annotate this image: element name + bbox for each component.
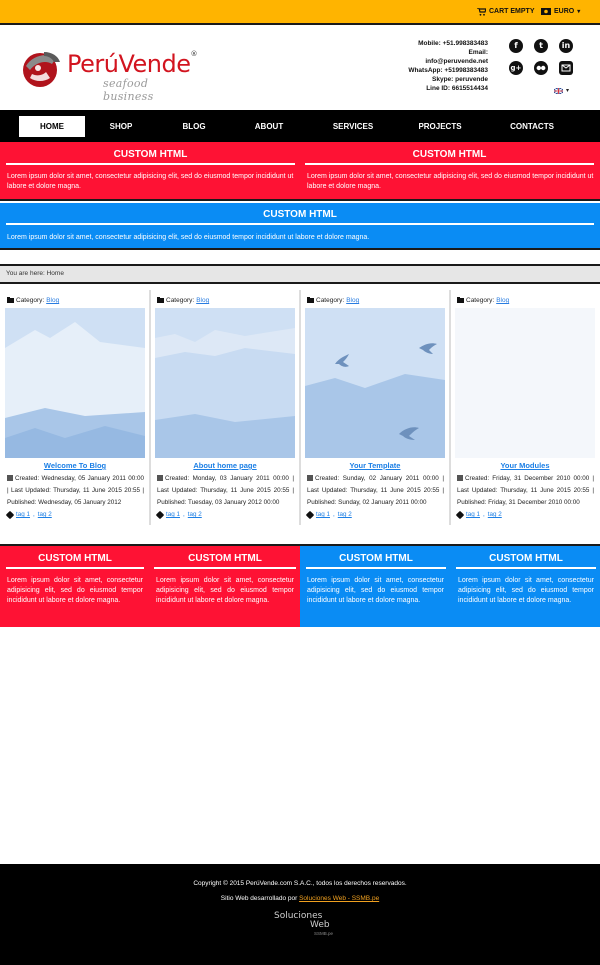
blog-post-card [450,290,600,525]
tag-link[interactable]: tag 1 [466,511,481,518]
post-category: Category: Blog [307,297,359,304]
module-divider [154,567,296,569]
module-title: CUSTOM HTML [38,553,112,564]
module-title: CUSTOM HTML [263,209,337,220]
tag-icon [156,510,164,518]
post-meta: Created: Monday, 03 January 2011 00:00 | Last Updated: Thursday, 11 June 2015 20:55 | Published: Tuesday, 03 January 2012 00:00 [157,475,294,506]
post-tags: tag 1 , tag 2 [7,511,52,518]
tag-icon [456,510,464,518]
tumblr-icon[interactable]: t [534,39,548,53]
nav-about[interactable]: ABOUT [254,122,284,131]
breadcrumb-text: You are here: Home [6,270,64,277]
linkedin-icon[interactable]: in [559,39,573,53]
contact-whatsapp: WhatsApp: +51998383483 [408,67,488,74]
uk-flag-icon [554,88,563,94]
contact-email-label: Email: [468,49,488,56]
tag-icon [6,510,14,518]
flickr-icon[interactable] [534,61,548,75]
calendar-icon [157,475,163,481]
category-link[interactable]: Blog [496,297,510,304]
site-logo[interactable] [18,44,198,103]
post-meta: Created: Friday, 31 December 2010 00:00 | Last Updated: Thursday, 11 June 2015 20:55 | Published: Friday, 31 December 2010 00:00 [457,475,594,506]
post-title-link[interactable]: Your Modules [500,461,550,470]
contact-mobile: Mobile: +51.998383483 [418,40,488,47]
currency-dropdown[interactable] [541,8,580,15]
currency-icon [541,8,551,15]
post-category: Category: Blog [7,297,59,304]
folder-icon [7,298,14,303]
footer-logo-line1: Soluciones [274,911,323,921]
module-text: Lorem ipsum dolor sit amet, consectetur adipisicing elit, sed do eiusmod tempor incididunt ut labore et dolore magna. [7,577,143,604]
nav-contacts[interactable]: CONTACTS [510,122,554,131]
tag-link[interactable]: tag 2 [187,511,202,518]
copyright-text: Copyright © 2015 PerúVende.com S.A.C., todos los derechos reservados. [193,880,407,887]
folder-icon [457,298,464,303]
contact-info [408,39,488,93]
currency-label: EURO [554,8,575,15]
tag-link[interactable]: tag 1 [166,511,181,518]
custom-html-module [300,546,450,627]
post-image[interactable] [5,308,145,458]
site-footer [0,864,600,965]
module-text: Lorem ipsum dolor sit amet, consectetur adipisicing elit, sed do eiusmod tempor incididunt ut labore et dolore magna. [307,173,594,190]
module-divider [6,163,295,165]
module-text: Lorem ipsum dolor sit amet, consectetur adipisicing elit, sed do eiusmod tempor incididunt ut labore et dolore magna. [458,577,594,604]
main-nav [0,110,600,142]
module-divider [305,163,594,165]
calendar-icon [7,475,13,481]
module-title: CUSTOM HTML [489,553,563,564]
nav-shop[interactable]: SHOP [109,122,133,131]
tag-link[interactable]: tag 1 [316,511,331,518]
breadcrumb [0,264,600,284]
custom-html-module [150,546,300,627]
post-tags: tag 1 , tag 2 [157,511,202,518]
google-plus-icon[interactable]: g+ [509,61,523,75]
folder-icon [157,298,164,303]
credit-link[interactable]: Soluciones Web - SSMB.pe [299,895,380,902]
blog-grid [0,290,600,530]
post-title-link[interactable]: About home page [193,461,257,470]
custom-html-wide [0,203,600,250]
tag-link[interactable]: tag 2 [37,511,52,518]
module-divider [6,223,594,225]
nav-home[interactable]: HOME [19,116,85,137]
post-image[interactable] [455,308,595,458]
credit-line: Sitio Web desarrollado por Soluciones Web - SSMB.pe [220,895,380,902]
module-text: Lorem ipsum dolor sit amet, consectetur adipisicing elit, sed do eiusmod tempor incididunt ut labore et dolore magna. [307,577,444,604]
tag-link[interactable]: tag 1 [16,511,31,518]
top-bar [0,0,600,25]
custom-html-module [450,546,600,627]
module-text: Lorem ipsum dolor sit amet, consectetur adipisicing elit, sed do eiusmod tempor incididunt ut labore et dolore magna. [7,234,370,241]
post-image[interactable] [305,308,445,458]
post-meta: Created: Sunday, 02 January 2011 00:00 | Last Updated: Thursday, 11 June 2015 20:55 | Published: Sunday, 02 January 2011 00:00 [307,475,444,506]
nav-services[interactable]: SERVICES [332,122,374,131]
facebook-icon[interactable]: f [509,39,523,53]
blog-post-card [0,290,150,525]
module-divider [456,567,596,569]
logo-globe-icon [18,44,66,92]
post-image[interactable] [155,308,295,458]
tag-icon [306,510,314,518]
blog-post-card [300,290,450,525]
cart-label: CART EMPTY [489,8,535,15]
chevron-down-icon: ▾ [577,9,581,15]
site-header [0,27,600,110]
post-tags: tag 1 , tag 2 [457,511,502,518]
custom-html-row-top [0,142,600,199]
calendar-icon [307,475,313,481]
category-link[interactable]: Blog [46,297,60,304]
module-divider [6,567,144,569]
folder-icon [307,298,314,303]
cart-icon [477,8,486,15]
module-divider [306,567,446,569]
logo-tagline: seafood business [103,77,154,103]
tag-link[interactable]: tag 2 [487,511,502,518]
contact-skype: Skype: peruvende [432,76,488,83]
language-selector[interactable] [554,87,569,94]
module-title: CUSTOM HTML [113,149,188,160]
blog-post-card [150,290,300,525]
email-icon[interactable] [559,61,573,75]
post-title-link[interactable]: Your Template [349,461,401,470]
category-link[interactable]: Blog [196,297,210,304]
module-title: CUSTOM HTML [188,553,262,564]
custom-html-module [0,546,150,627]
nav-projects[interactable]: PROJECTS [418,122,462,131]
module-text: Lorem ipsum dolor sit amet, consectetur adipisicing elit, sed do eiusmod tempor incididunt ut labore et dolore magna. [156,577,294,604]
cart-button[interactable] [477,8,535,15]
contact-email[interactable]: info@peruvende.net [425,58,488,65]
footer-logo-line3: SSMB.pe [314,931,334,936]
module-title: CUSTOM HTML [412,149,487,160]
category-link[interactable]: Blog [346,297,360,304]
tag-link[interactable]: tag 2 [337,511,352,518]
post-category: Category: Blog [157,297,209,304]
post-title-link[interactable]: Welcome To Blog [43,461,107,470]
post-tags: tag 1 , tag 2 [307,511,352,518]
contact-line: Line ID: 6615514434 [426,85,488,92]
post-meta: Created: Wednesday, 05 January 2011 00:00 | Last Updated: Thursday, 11 June 2015 20:55 | Published: Wednesday, 05 January 2012 [7,475,144,506]
module-title: CUSTOM HTML [339,553,413,564]
calendar-icon [457,475,463,481]
module-text: Lorem ipsum dolor sit amet, consectetur adipisicing elit, sed do eiusmod tempor incididunt ut labore et dolore magna. [7,173,294,190]
footer-logo-line2: Web [310,920,330,930]
footer-logo[interactable] [262,911,338,939]
logo-name: PerúVende® [67,50,197,78]
post-category: Category: Blog [457,297,509,304]
chevron-down-icon: ▾ [566,88,570,94]
nav-blog[interactable]: BLOG [182,122,206,131]
